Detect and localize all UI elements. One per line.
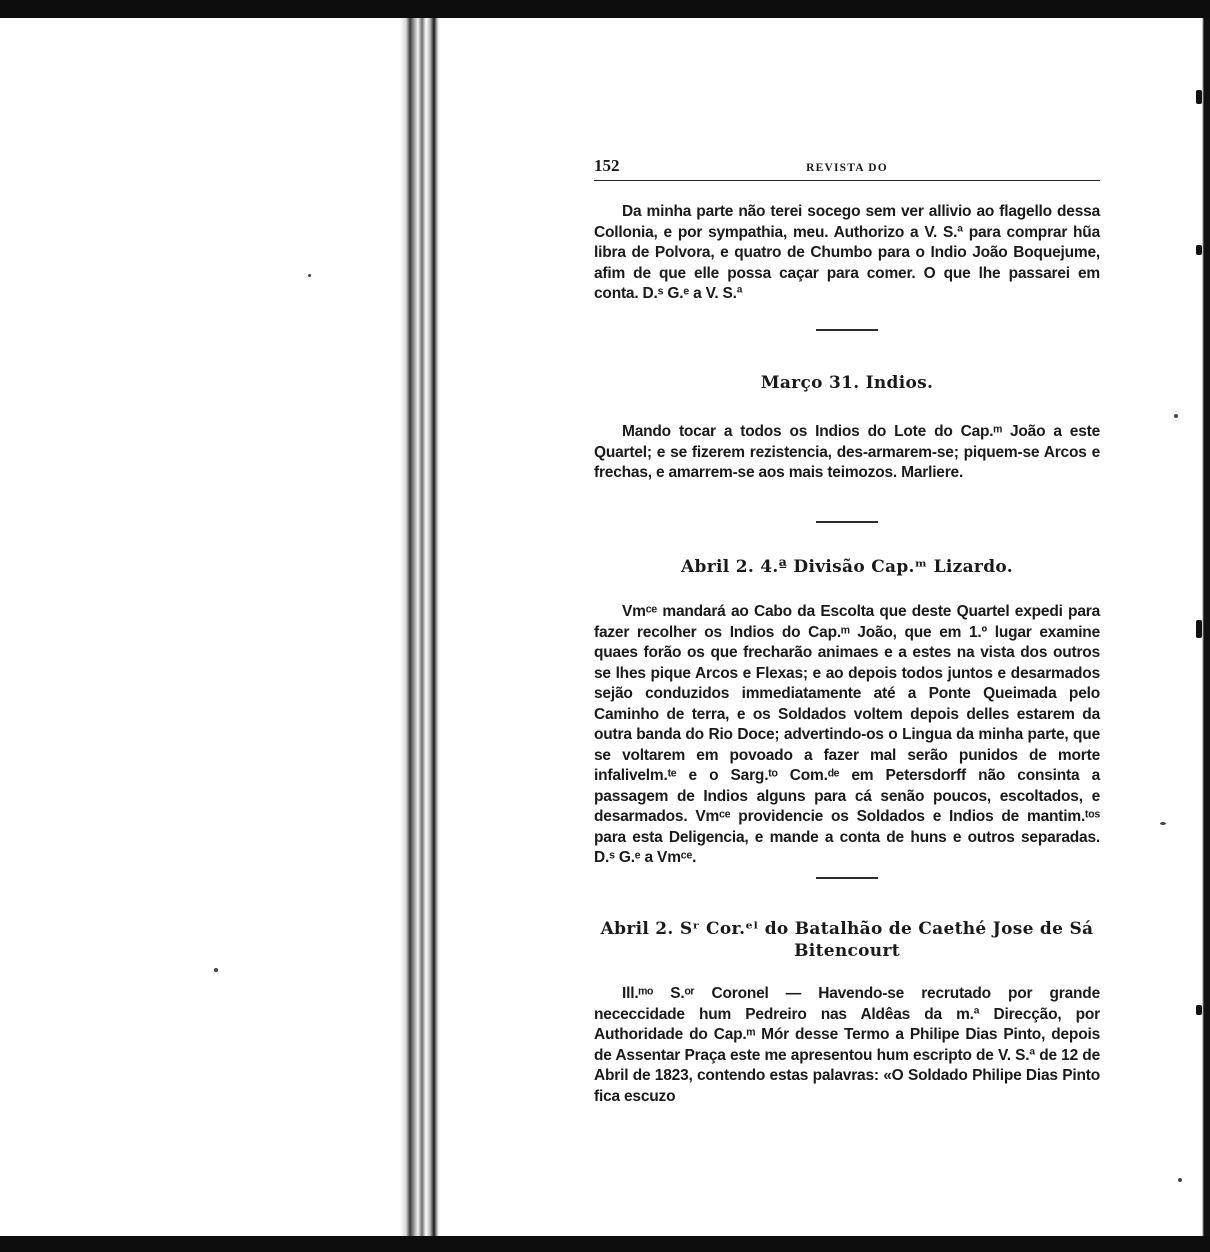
letter-paragraph: Vmᶜᵉ mandará ao Cabo da Escolta que deste Quartel expedi para fazer recolher os Indios do Cap.ᵐ João, que em 1.º lugar examine quaes forão os que frecharão animaes e a estes na vista dos outros se lhes pique Arcos e Flexas; e ao depois todos juntos e desarmados sejão conduzidos immediatamente até a Ponte Queimada pelo Caminho de terra, e os Soldados voltem depois delles estarem da outra banda do Rio Doce; advertindo-os o Lingua da minha parte, que se voltarem em povoado a fazer mal serão punidos de morte infalivelm.ᵗᵉ e o Sarg.ᵗᵒ Com.ᵈᵉ em Petersdorff não consinta a passagem de Indios alguns para cá senão poucos, escoltados, e desarmados. Vmᶜᵉ providencie os Soldados e Indios de mantim.ᵗᵒˢ para esta Deligencia, e mande a conta de huns e outros separadas. D.ˢ G.ᵉ a Vmᶜᵉ. (594, 603, 1100, 866)
paper-speck (1160, 822, 1166, 825)
book-page (594, 150, 1100, 1105)
edge-mark (1196, 90, 1202, 104)
section-divider (816, 329, 878, 331)
paper-speck (214, 968, 218, 972)
scan-bottom-border (0, 1236, 1210, 1252)
paper-speck (1178, 1178, 1182, 1182)
letter-paragraph: Ill.ᵐᵒ S.ᵒʳ Coronel — Havendo-se recrutado por grande nececcidade hum Pedreiro nas Aldêas da m.ª Direcção, por Authoridade do Cap.ᵐ Mór desse Termo a Philipe Dias Pinto, depois de Assentar Praça este me apresentou hum escripto de V. S.ª de 12 de Abril de 1823, contendo estas palavras: «O Soldado Philipe Dias Pinto fica escuzo (594, 985, 1100, 1105)
paper-speck (308, 274, 311, 277)
letter-paragraph: Mando tocar a todos os Indios do Lote do Cap.ᵐ João a este Quartel; e se fizerem rezistencia, des-armarem-se; piquem-se Arcos e frechas, e amarrem-se aos mais teimozos. Marliere. (594, 423, 1100, 481)
blank-facing-page (0, 18, 400, 1236)
section-divider (816, 521, 878, 523)
entry-heading: Abril 2. 4.ª Divisão Cap.ᵐ Lizardo. (681, 557, 1013, 577)
journal-title: REVISTA DO (806, 162, 888, 174)
edge-mark (1196, 245, 1202, 255)
edge-mark (1196, 620, 1202, 638)
paper-speck (1174, 414, 1178, 418)
entry-heading: Abril 2. Sʳ Cor.ᵉˡ do Batalhão de Caethé Jose de Sá Bitencourt (600, 919, 1094, 961)
running-head (594, 150, 1100, 181)
page-number: 152 (594, 156, 620, 175)
edge-mark (1196, 1005, 1202, 1015)
scan-top-border (0, 0, 1210, 18)
book-gutter (400, 18, 440, 1236)
entry-heading: Março 31. Indios. (760, 373, 934, 393)
letter-paragraph: Da minha parte não terei socego sem ver allivio ao flagello dessa Collonia, e por sympathia, meu. Authorizo a V. S.ª para comprar hũa libra de Polvora, e quatro de Chumbo para o Indio João Boquejume, afim de que elle possa caçar para comer. O que lhe passarei em conta. D.ˢ G.ᵉ a V. S.ª (594, 203, 1100, 302)
section-divider (816, 877, 878, 879)
